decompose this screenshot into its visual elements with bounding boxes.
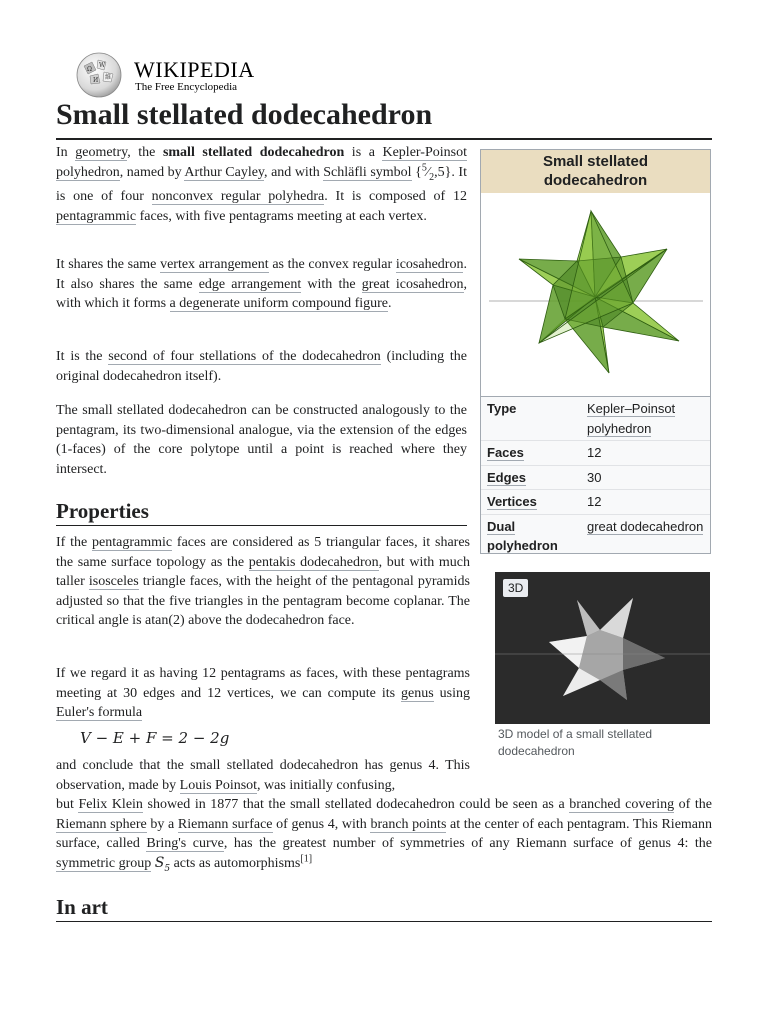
link-schlafli-symbol[interactable]: Schläfli symbol — [323, 164, 412, 180]
link-nonconvex-regular-polyhedra[interactable]: nonconvex regular polyhedra — [151, 188, 325, 204]
infobox-value: 12 — [587, 445, 602, 460]
link-compound-figure[interactable]: a degenerate uniform compound figure — [169, 296, 389, 312]
link-stellations[interactable]: second of four stellations of the dodecahedron — [108, 349, 381, 364]
link-icosahedron[interactable]: icosahedron — [395, 257, 464, 272]
bold-term: small stellated dodecahedron — [162, 145, 345, 160]
wikipedia-globe-icon — [74, 52, 126, 98]
wikipedia-tagline: The Free Encyclopedia — [135, 81, 238, 93]
link-great-icosahedron[interactable]: great icosahedron — [361, 276, 464, 292]
link-kepler-poinsot[interactable]: Kepler-Poinsot polyhedron — [56, 145, 467, 180]
3d-model-viewer[interactable] — [495, 572, 710, 724]
infobox-value: 30 — [587, 469, 602, 485]
infobox-key-vertices-link[interactable]: Vertices — [487, 494, 537, 509]
3d-model-caption: 3D model of a small stellated dodecahedron — [498, 727, 653, 758]
infobox-key: Type — [487, 401, 517, 416]
infobox-title: Small stellated dodecahedron — [481, 150, 710, 193]
infobox-key-edges-link[interactable]: Edges — [487, 469, 527, 485]
link-pentagrammic[interactable]: pentagrammic — [56, 208, 137, 224]
wikipedia-logo[interactable] — [74, 52, 254, 98]
intro-paragraph-3: It is the second of four stellations of the dodecahedron (including the original dodecahedron itself). — [56, 349, 467, 384]
infobox-value-type-link[interactable]: Kepler–Poinsot polyhedron — [587, 401, 676, 436]
symmetric-group-symbol: $S_5$ — [154, 854, 171, 874]
link-vertex-arrangement[interactable]: vertex arrangement — [160, 257, 269, 272]
heading-in-art: In art — [56, 893, 712, 922]
small-stellated-dodecahedron-image — [481, 193, 710, 396]
infobox-row-type — [481, 396, 710, 440]
intro-paragraph-4: The small stellated dodecahedron can be constructed analogously to the pentagram, its two-dimensional analogue, via the extension of the edges (1-faces) of the core polytope until a point is reached where they intersect. — [56, 403, 467, 477]
link-eulers-formula[interactable]: Euler's formula — [56, 705, 143, 721]
link-riemann-sphere[interactable]: Riemann sphere — [56, 816, 147, 832]
infobox-value-dual-link[interactable]: great dodecahedron — [587, 518, 704, 534]
infobox-key-faces-link[interactable]: Faces — [487, 445, 524, 460]
3d-badge[interactable]: 3D — [503, 579, 528, 597]
link-pentagrammic-2[interactable]: pentagrammic — [92, 535, 173, 550]
link-branch-points[interactable]: branch points — [370, 816, 447, 832]
link-pentakis-dodecahedron[interactable]: pentakis dodecahedron — [248, 554, 379, 570]
properties-paragraph-1: If the pentagrammic faces are considered as 5 triangular faces, it shares the same surface topology as the pentakis dodecahedron, but with much taller isosceles triangle faces, with the height of the pentagonal pyramids adjusted so that the five triangles in the pentagram become coplanar. The critical angle is atan(2) above the dodecahedron face. — [56, 535, 471, 629]
properties-paragraph-3a: and conclude that the small stellated dodecahedron has genus 4. This observation, made by Louis Poinsot, was initially confusing, — [56, 758, 470, 793]
infobox — [480, 149, 711, 554]
link-edge-arrangement[interactable]: edge arrangement — [198, 276, 302, 292]
infobox-rows — [481, 396, 710, 558]
infobox-image[interactable] — [481, 193, 710, 396]
infobox-value: 12 — [587, 494, 602, 509]
reference-link[interactable]: [1] — [300, 853, 313, 865]
link-louis-poinsot[interactable]: Louis Poinsot — [179, 777, 258, 793]
link-isosceles[interactable]: isosceles — [88, 574, 139, 590]
svg-text:維: 維 — [105, 74, 112, 81]
link-symmetric-group[interactable]: symmetric group — [56, 855, 152, 871]
page-title: Small stellated dodecahedron — [56, 96, 712, 140]
wikipedia-wordmark: WIKIPEDIA — [134, 57, 255, 82]
properties-paragraph-3b: but Felix Klein showed in 1877 that the small stellated dodecahedron could be seen as a branched covering of the Riemann sphere by a Riemann surface of genus 4, with branch points at the center of each pentagram. This Riemann surface, called Bring's curve, has the greatest number of symmetries of any Riemann surface of genus 4: the symmetric group $S_5$ acts as automorphisms[1] — [56, 797, 713, 874]
svg-text:Ω: Ω — [87, 66, 92, 73]
link-brings-curve[interactable]: Bring's curve — [146, 836, 224, 852]
link-riemann-surface[interactable]: Riemann surface — [177, 816, 273, 832]
link-branched-covering[interactable]: branched covering — [569, 797, 675, 812]
link-arthur-cayley[interactable]: Arthur Cayley — [184, 164, 265, 180]
infobox-key-dual-link[interactable]: Dual polyhedron — [487, 518, 558, 553]
properties-paragraph-2: If we regard it as having 12 pentagrams as faces, with these pentagrams meeting at 30 edges and 12 vertices, we can compute its genus using Euler's formula — [56, 666, 470, 721]
link-geometry[interactable]: geometry — [75, 145, 128, 160]
infobox-row-edges — [481, 465, 710, 490]
svg-text:И: И — [93, 77, 99, 84]
link-felix-klein[interactable]: Felix Klein — [78, 797, 143, 812]
infobox-row-vertices — [481, 489, 710, 514]
heading-properties: Properties — [56, 497, 467, 526]
euler-formula: V − E + F = 2 − 2g — [80, 729, 230, 747]
link-genus[interactable]: genus — [401, 685, 434, 701]
infobox-row-faces — [481, 440, 710, 465]
svg-text:W: W — [99, 62, 106, 69]
infobox-row-dual — [481, 514, 710, 558]
intro-paragraph-2: It shares the same vertex arrangement as the convex regular icosahedron. It also shares the same edge arrangement with the great icosahedron, with which it forms a degenerate uniform compound figure. — [56, 257, 467, 312]
intro-paragraph-1: In geometry, the small stellated dodecahedron is a Kepler-Poinsot polyhedron, named by Arthur Cayley, and with Schläfli symbol $\{^5⁄_2,5\}$. It is one of four nonconvex regular polyhedra. It is composed of 12 pentagrammic faces, with five pentagrams meeting at each vertex. — [56, 145, 467, 224]
